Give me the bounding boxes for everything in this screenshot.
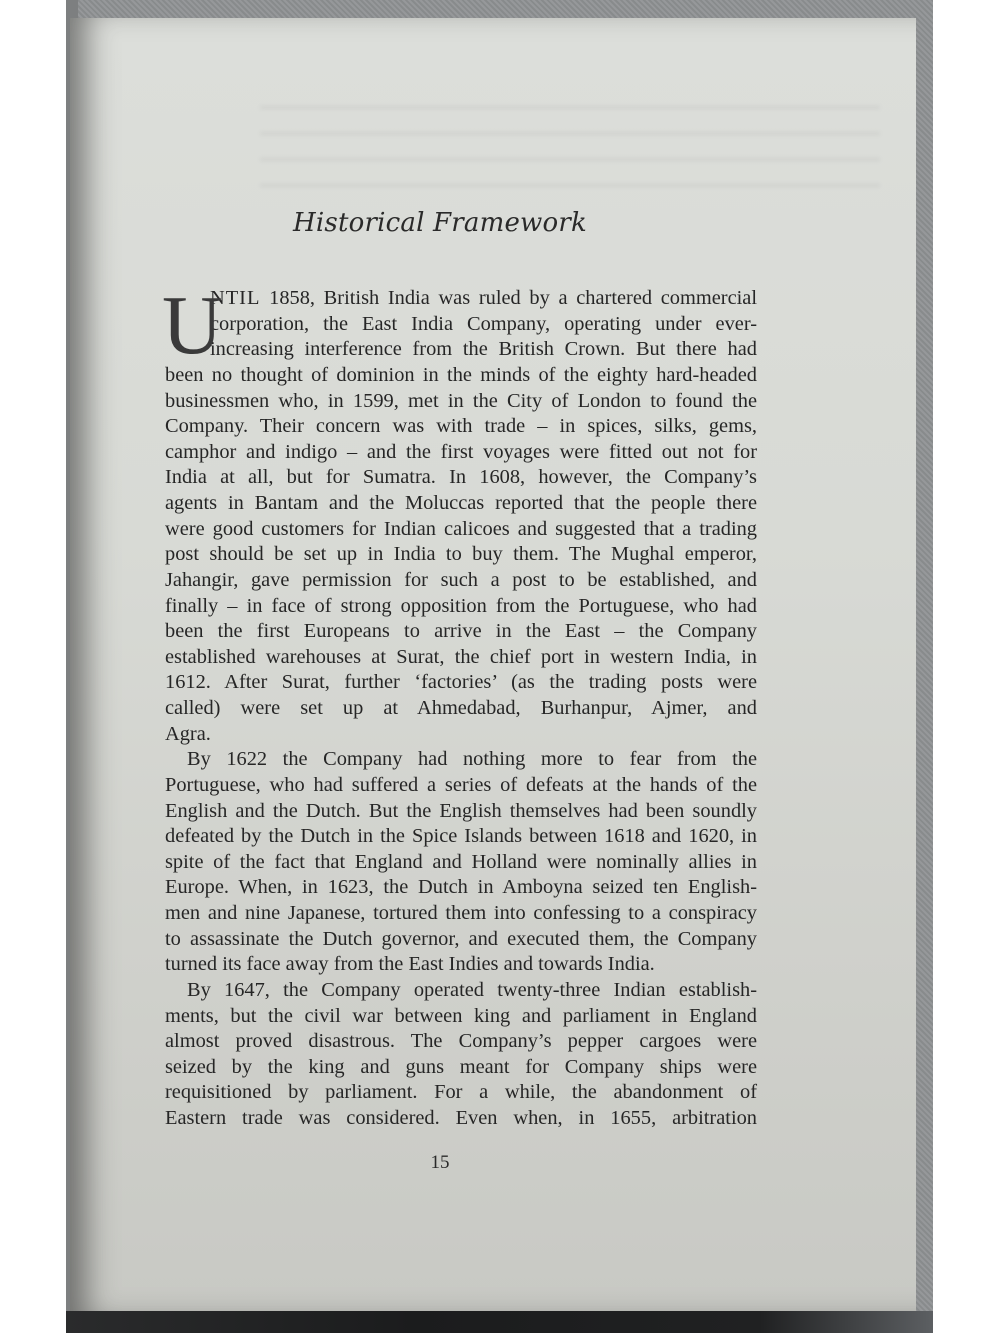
text-line: Portuguese, who had suffered a series of defeats at the hands of the bbox=[165, 773, 757, 796]
text-line: Agra. bbox=[165, 722, 211, 745]
text-line: spite of the fact that England and Holland were nominally allies in bbox=[165, 850, 757, 873]
small-caps-opening: NTIL bbox=[210, 287, 261, 309]
text-line: were good customers for Indian calicoes and suggested that a trading bbox=[165, 517, 757, 540]
text-line: agents in Bantam and the Moluccas reported that the people there bbox=[165, 492, 757, 514]
text-line: seized by the king and guns meant for Company ships were bbox=[165, 1055, 757, 1078]
text-line: called) were set up at Ahmedabad, Burhanpur, Ajmer, and bbox=[165, 697, 757, 719]
text-line: camphor and indigo – and the first voyages were fitted out not for bbox=[165, 440, 757, 463]
text-line: been the first Europeans to arrive in the East – the Company bbox=[165, 620, 757, 643]
text-line: English and the Dutch. But the English themselves had been soundly bbox=[165, 799, 757, 822]
text-line: By 1647, the Company operated twenty-three Indian establish- bbox=[187, 978, 757, 1001]
text-line: to assassinate the Dutch governor, and executed them, the Company bbox=[165, 927, 757, 950]
body-text bbox=[162, 279, 757, 1132]
text-line: finally – in face of strong opposition from the Portuguese, who had bbox=[165, 594, 757, 617]
book-page bbox=[70, 18, 916, 1311]
text-line: Jahangir, gave permission for such a post to be established, and bbox=[165, 568, 757, 591]
book-photo bbox=[66, 0, 933, 1333]
text-line: been no thought of dominion in the minds of the eighty hard-headed bbox=[165, 363, 757, 386]
show-through-text bbox=[260, 88, 880, 208]
text-line: turned its face away from the East Indies and towards India. bbox=[165, 953, 655, 976]
text-line: businessmen who, in 1599, met in the City of London to found the bbox=[165, 389, 757, 412]
text-line: India at all, but for Sumatra. In 1608, however, the Company’s bbox=[165, 466, 757, 489]
text-line: established warehouses at Surat, the chief port in western India, in bbox=[165, 645, 757, 668]
text-line: almost proved disastrous. The Company’s pepper cargoes were bbox=[165, 1030, 757, 1053]
text-line: men and nine Japanese, tortured them into confessing to a conspiracy bbox=[165, 902, 757, 924]
text-line: Company. Their concern was with trade – in spices, silks, gems, bbox=[165, 415, 757, 438]
text-line: Europe. When, in 1623, the Dutch in Amboyna seized ten English- bbox=[165, 876, 757, 899]
text-line: increasing interference from the British Crown. But there had bbox=[210, 338, 757, 361]
text-line: NTIL 1858, British India was ruled by a chartered commercial bbox=[210, 287, 757, 309]
drop-cap: U bbox=[162, 279, 223, 372]
text-line: post should be set up in India to buy them. The Mughal emperor, bbox=[165, 543, 757, 566]
text-line: defeated by the Dutch in the Spice Islands between 1618 and 1620, in bbox=[165, 825, 757, 848]
text-line: 1612. After Surat, further ‘factories’ (as the trading posts were bbox=[165, 671, 757, 694]
book-bottom-shadow bbox=[66, 1311, 933, 1333]
chapter-title: Historical Framework bbox=[293, 208, 587, 238]
text-line: ments, but the civil war between king and parliament in England bbox=[165, 1004, 757, 1027]
text-line: By 1622 the Company had nothing more to fear from the bbox=[187, 748, 757, 771]
text-line: corporation, the East India Company, operating under ever- bbox=[210, 312, 757, 335]
page-number: 15 bbox=[430, 1152, 450, 1173]
text-line: requisitioned by parliament. For a while, the abandonment of bbox=[165, 1081, 757, 1104]
text-line: Eastern trade was considered. Even when, in 1655, arbitration bbox=[165, 1107, 757, 1129]
